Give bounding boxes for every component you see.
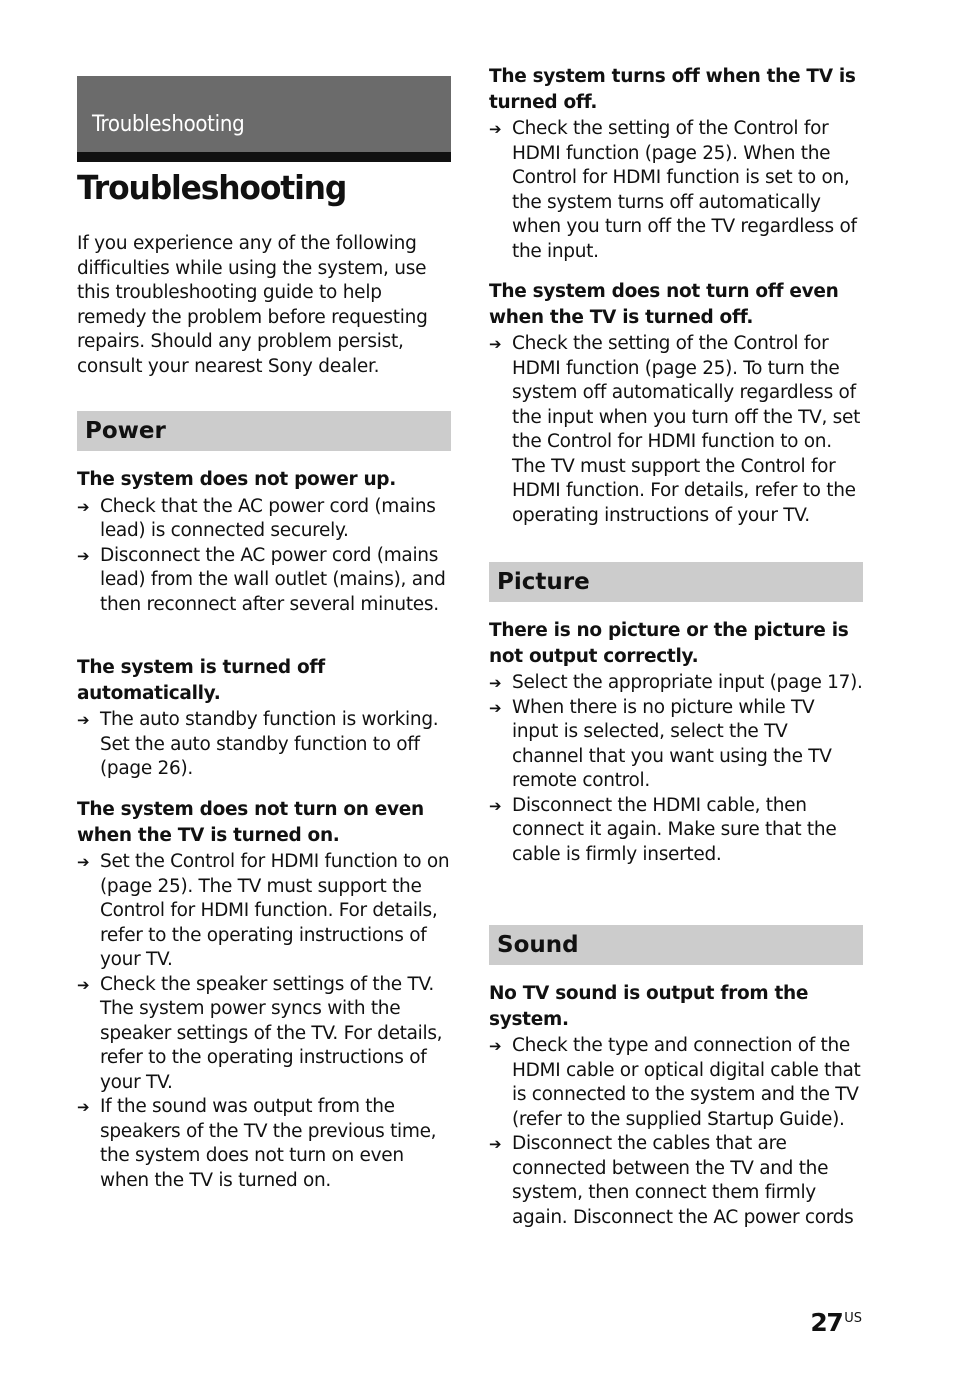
arrow-icon: ➔ xyxy=(77,711,90,729)
topic-question: The system turns off when the TV is turned off. xyxy=(489,66,856,113)
section-heading-picture: Picture xyxy=(489,562,863,602)
answer-item: ➔ Check the type and connection of the HDMI cable or optical digital cable that is connected to the system and the TV (refer to the supplied Startup Guide). xyxy=(489,1035,861,1130)
answer-item: ➔ When there is no picture while TV input is selected, select the TV channel that you want using the TV remote control. xyxy=(489,696,832,791)
answer-item: ➔ Check the speaker settings of the TV. The system power syncs with the speaker settings of the TV. For details, refer to the operating instructions of your TV. xyxy=(77,973,443,1093)
topic-no-picture xyxy=(489,618,863,867)
topic-no-turn-off xyxy=(489,279,863,528)
topic-question: No TV sound is output from the system. xyxy=(489,983,809,1030)
arrow-icon: ➔ xyxy=(77,497,90,516)
answer-item: ➔ Check the setting of the Control for HDMI function (page 25). To turn the system off automatically regardless of the input when you turn off the TV, set the Control for HDMI function to on. The TV must support the Control for HDMI function. For details, refer to the operating instructions of your TV. xyxy=(489,333,861,526)
answer-item: ➔ Disconnect the AC power cord (mains lead) from the wall outlet (mains), and then reconnect after several minutes. xyxy=(77,544,446,615)
topic-no-tv-sound xyxy=(489,981,863,1230)
arrow-icon: ➔ xyxy=(489,796,502,815)
answer-item: ➔ Check that the AC power cord (mains lead) is connected securely. xyxy=(77,495,436,541)
topic-auto-off xyxy=(77,655,451,782)
topic-question: The system does not turn off even when the TV is turned off. xyxy=(489,281,839,328)
answer-item: ➔ Disconnect the HDMI cable, then connect it again. Make sure that the cable is firmly inserted. xyxy=(489,794,837,865)
topic-no-power xyxy=(77,467,451,617)
topic-question: The system is turned off automatically. xyxy=(77,657,325,704)
chapter-label: Troubleshooting xyxy=(92,112,245,137)
answer-item: ➔ Disconnect the cables that are connected between the TV and the system, then connect them firmly again. Disconnect the AC power cords xyxy=(489,1133,854,1228)
topic-question: The system does not power up. xyxy=(77,469,396,490)
page-title: Troubleshooting xyxy=(77,168,347,207)
answer-item: ➔ Set the Control for HDMI function to on (page 25). The TV must support the Control for HDMI function. For details, refer to the operating instructions of your TV. xyxy=(77,851,450,970)
answer-item: ➔ Check the setting of the Control for HDMI function (page 25). When the Control for HDMI function is set to on, the system turns off automatically when you turn off the TV regardless of the input. xyxy=(489,118,857,262)
arrow-icon: ➔ xyxy=(489,1037,502,1055)
arrow-icon: ➔ xyxy=(489,674,502,692)
section-heading-power: Power xyxy=(77,411,451,451)
arrow-icon: ➔ xyxy=(77,546,90,565)
arrow-icon: ➔ xyxy=(489,120,502,138)
answer-item: ➔ Select the appropriate input (page 17). xyxy=(489,671,863,696)
topic-turns-off-with-tv xyxy=(489,64,863,264)
arrow-icon: ➔ xyxy=(77,975,90,994)
arrow-icon: ➔ xyxy=(489,1135,502,1153)
arrow-icon: ➔ xyxy=(77,853,90,871)
intro-paragraph: If you experience any of the following difficulties while using the system, use this troubleshooting guide to help remedy the problem before requesting repairs. Should any problem persist, consult your nearest Sony dealer. xyxy=(77,233,428,377)
chapter-tab xyxy=(77,76,451,162)
answer-item: ➔ The auto standby function is working. Set the auto standby function to off (page 26). xyxy=(77,709,439,779)
page-region-suffix: US xyxy=(844,1311,862,1326)
topic-question: The system does not turn on even when the TV is turned on. xyxy=(77,799,424,846)
page-number: 27 $^{US}$ xyxy=(810,1308,862,1337)
arrow-icon: ➔ xyxy=(489,698,502,717)
section-heading-sound: Sound xyxy=(489,925,863,965)
topic-no-turn-on xyxy=(77,797,451,1193)
answer-item: ➔ If the sound was output from the speakers of the TV the previous time, the system does not turn on even when the TV is turned on. xyxy=(77,1096,437,1191)
arrow-icon: ➔ xyxy=(77,1098,90,1116)
topic-question: There is no picture or the picture is not output correctly. xyxy=(489,620,849,667)
arrow-icon: ➔ xyxy=(489,335,502,353)
